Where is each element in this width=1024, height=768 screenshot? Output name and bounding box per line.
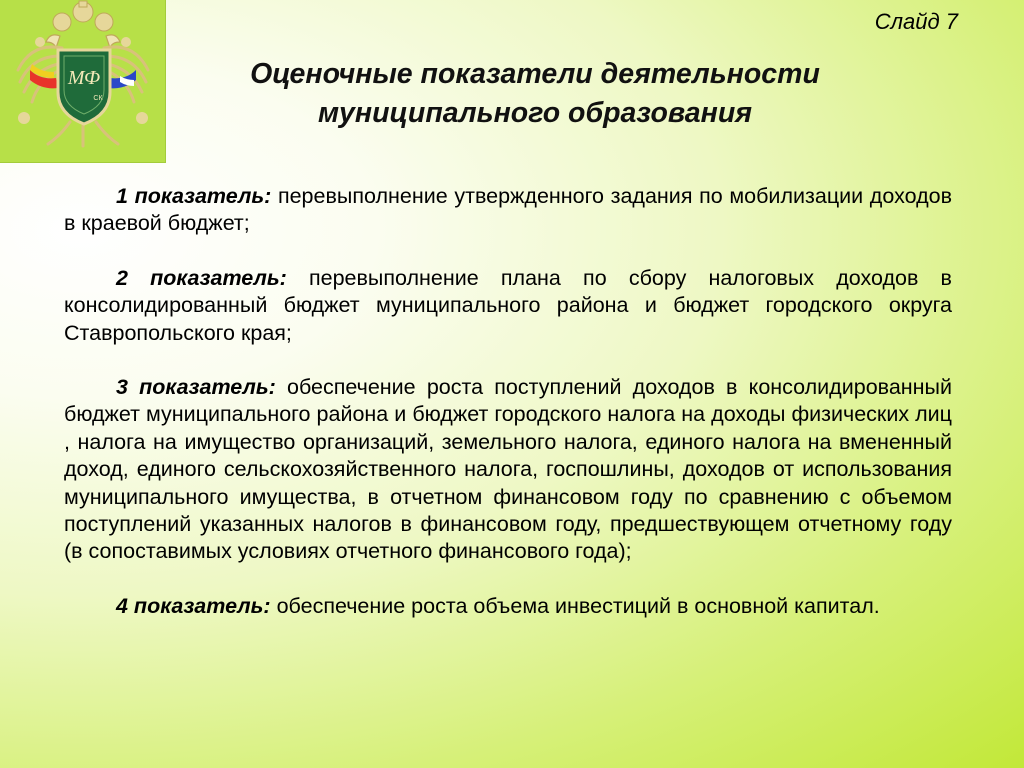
- emblem-panel: [0, 0, 166, 163]
- emblem-subtext: СК: [93, 95, 103, 102]
- indicator-text: перевыполнение утвержденного задания по мобилизации доходов в краевой бюджет;: [64, 184, 952, 236]
- slide-number: Слайд 7: [874, 9, 958, 34]
- indicator-item: [64, 593, 952, 620]
- emblem-monogram: МФ: [67, 67, 101, 89]
- indicator-item: [64, 374, 952, 566]
- indicators-list: [64, 183, 952, 647]
- indicator-label: 4 показатель:: [116, 593, 271, 618]
- indicator-label: 1 показатель:: [116, 184, 272, 208]
- indicator-item: [64, 265, 952, 347]
- indicator-text: обеспечение роста объема инвестиций в основной капитал.: [270, 593, 880, 618]
- slide-title: [200, 55, 870, 133]
- title-line-2: муниципального образования: [317, 97, 753, 129]
- indicator-text: перевыполнение плана по сбору налоговых доходов в консолидированный бюджет муниципального района и бюджет городского округа Ставропольского края;: [64, 265, 952, 345]
- indicator-text: обеспечение роста поступлений доходов в консолидированный бюджет муниципального района и бюджет городского налога на доходы физических лиц , налога на имущество организаций, земельного налога, единого налога на вмененный доход, единого сельскохозяйственного налога, госпошлины, доходов от использования муниципального имущества, в отчетном финансовом году по сравнению с объемом поступлений указанных налогов в финансовом году, предшествующем отчетному году (в сопоставимых условиях отчетного финансового года);: [64, 375, 952, 564]
- indicator-label: 3 показатель:: [116, 375, 276, 400]
- indicator-item: [64, 183, 952, 238]
- title-line-1: Оценочные показатели деятельности: [250, 58, 820, 90]
- eagle-emblem-icon: [0, 0, 165, 162]
- indicator-label: 2 показатель:: [116, 265, 287, 290]
